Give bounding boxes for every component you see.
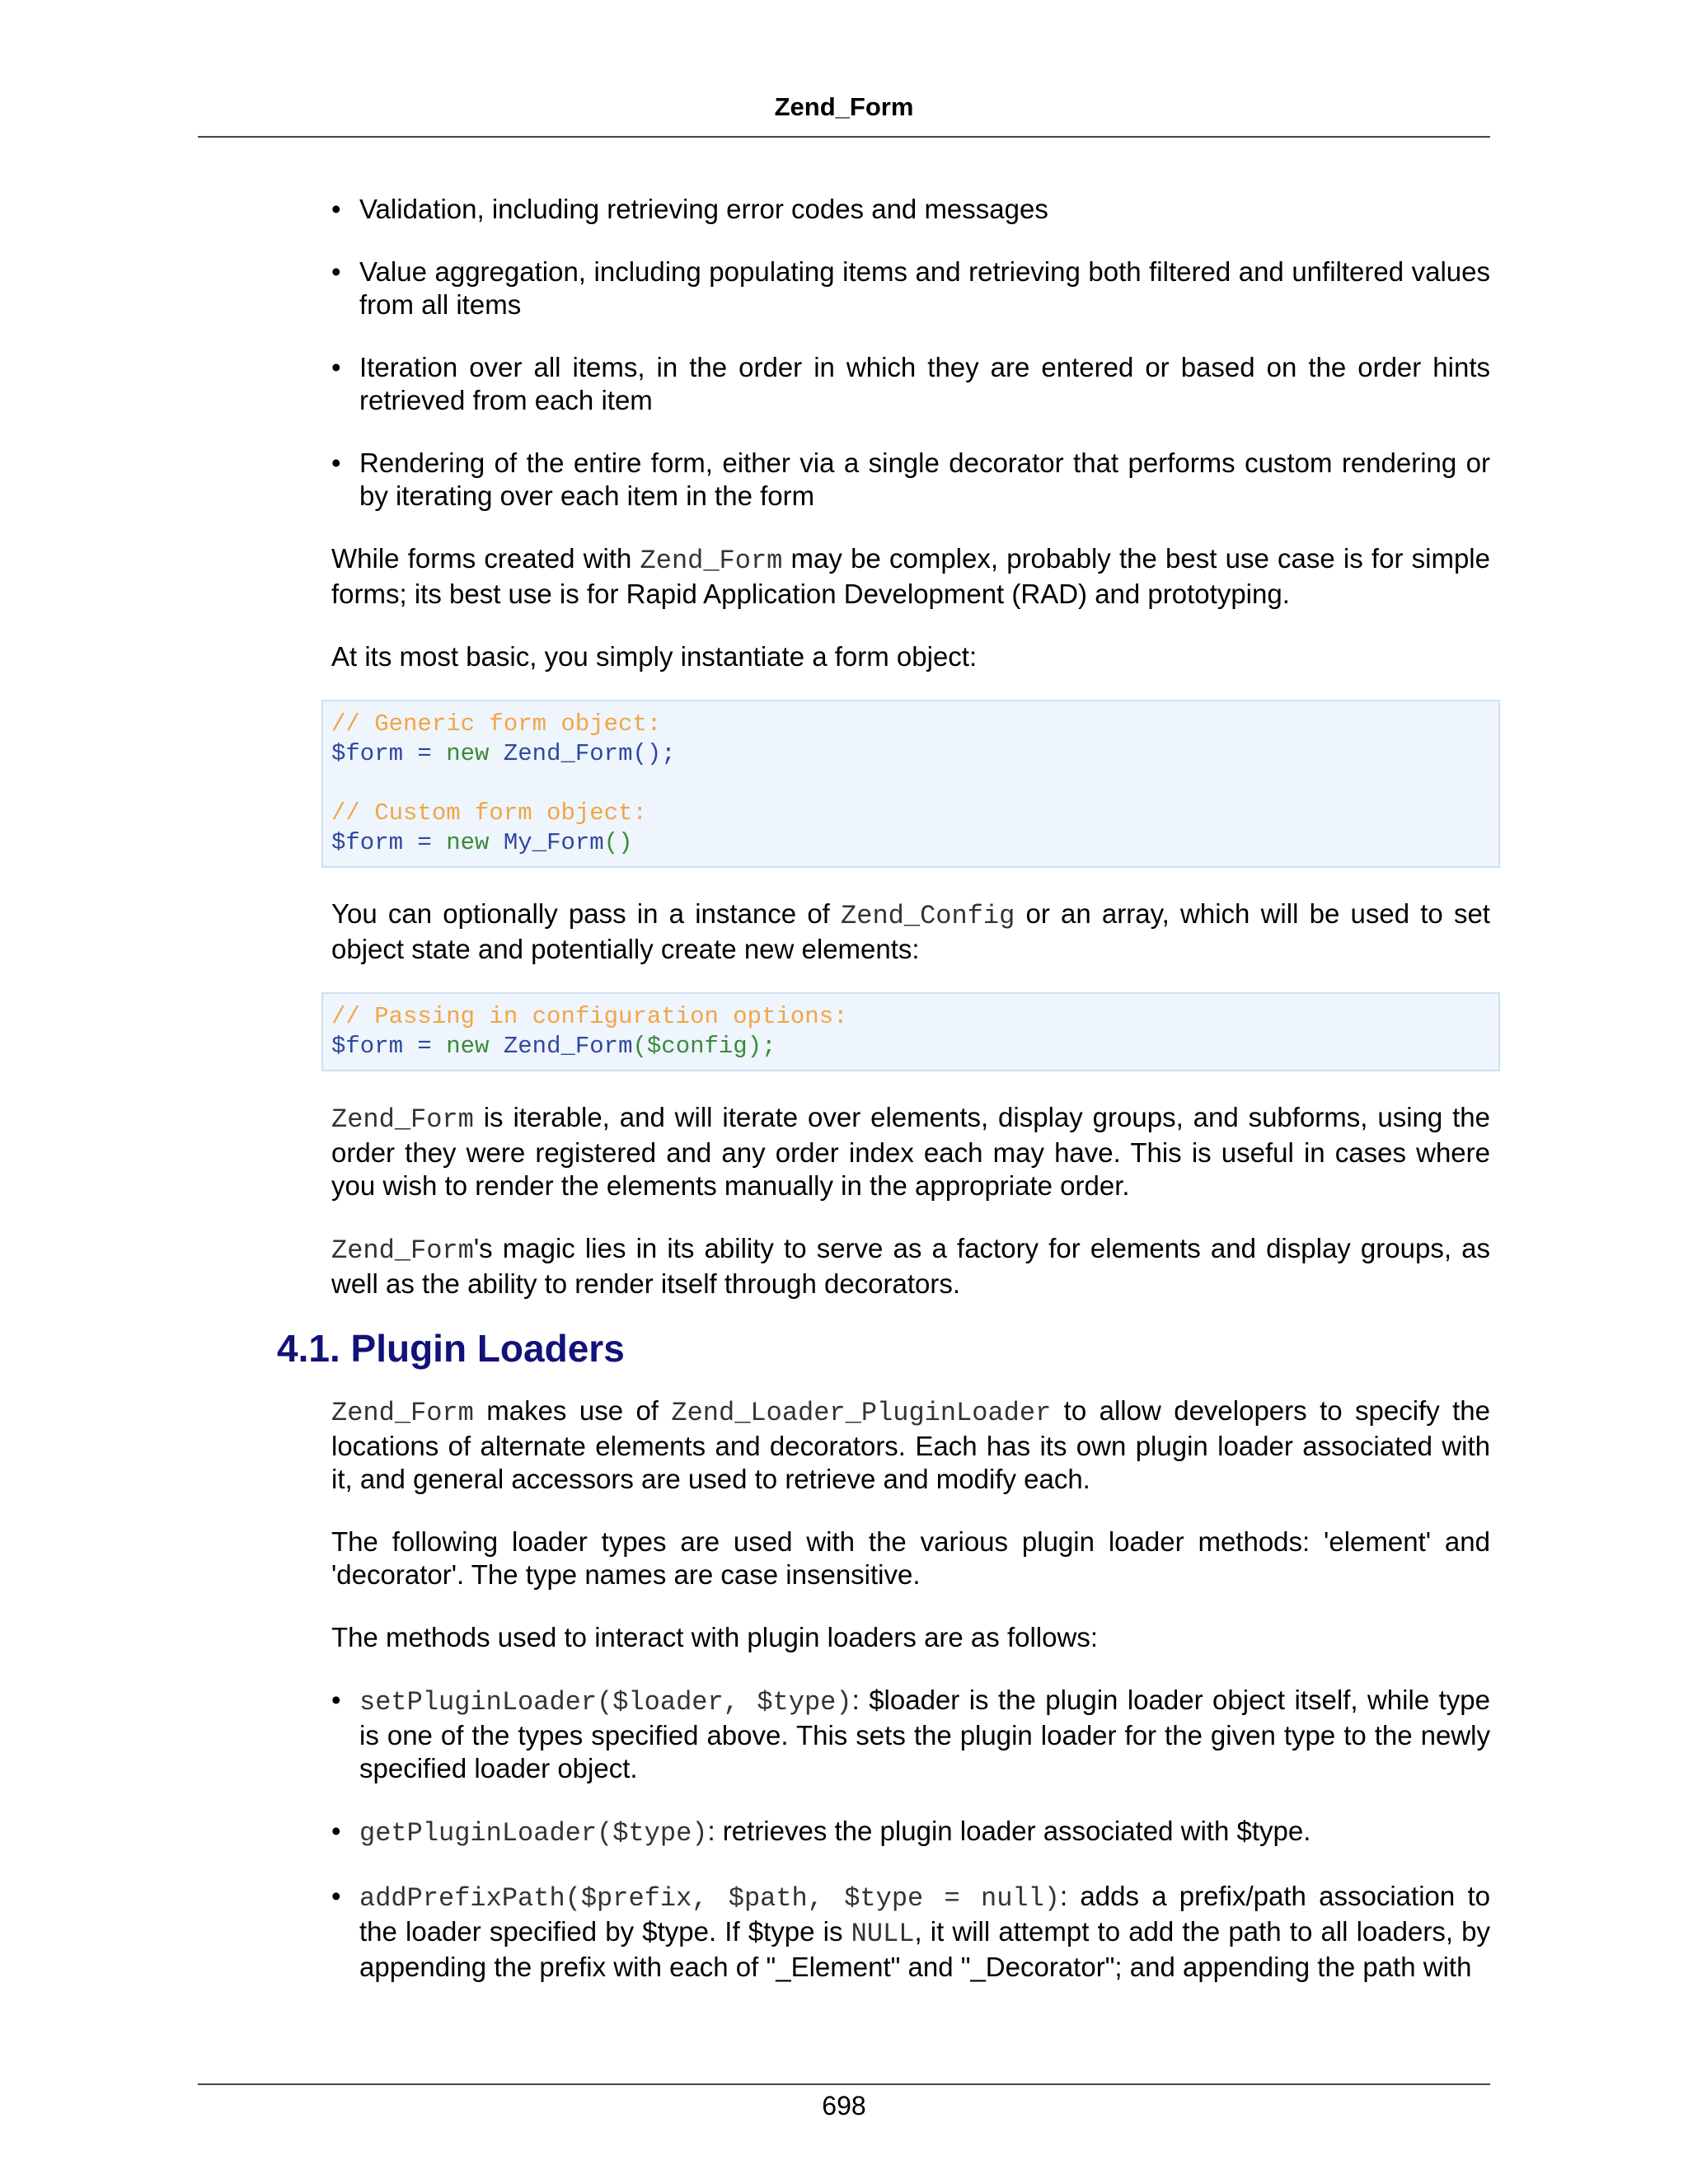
paragraph-methods-intro: The methods used to interact with plugin loaders are as follows:	[331, 1622, 1098, 1652]
footer-rule	[198, 2083, 1490, 2085]
paragraph-instantiate: At its most basic, you simply instantiate a form object:	[331, 641, 978, 672]
paragraph-loader-types: The following loader types are used with the various plugin loader methods: 'element' and 'decorator'. The type names are case insensitive.	[331, 1526, 1490, 1590]
paragraph-form-complexity: While forms created with Zend_Form may be complex, probably the best use case is for simple forms; its best use is for Rapid Application Development (RAD) and prototyping.	[331, 543, 1490, 609]
paragraph-iterable: Zend_Form is iterable, and will iterate over elements, display groups, and subforms, using the order they were registered and any order index each may have. This is useful in cases where you wish to render the elements manually in the appropriate order.	[331, 1102, 1490, 1201]
list-item: • addPrefixPath($prefix, $path, $type = null): adds a prefix/path association to the loader specified by $type. If $type is NULL, it will attempt to add the path to all loaders, by appending the prefix with each of "_Element" and "_Decorator"; and appending the path with	[331, 1881, 1490, 1982]
code-block-config: // Passing in configuration options: $form = new Zend_Form($config);	[321, 992, 1500, 1071]
paragraph-config: You can optionally pass in a instance of Zend_Config or an array, which will be used to set object state and potentially create new elements:	[331, 898, 1490, 964]
page-content	[277, 193, 1490, 1984]
methods-list	[331, 1684, 1490, 1984]
running-header: Zend_Form	[774, 92, 914, 121]
list-item: • setPluginLoader($loader, $type): $loader is the plugin loader object itself, while type is one of the types specified above. This sets the plugin loader for the given type to the newly specified loader object.	[331, 1685, 1490, 1783]
paragraph-magic: Zend_Form's magic lies in its ability to serve as a factory for elements and display groups, as well as the ability to render itself through decorators.	[331, 1233, 1490, 1299]
section-title: 4.1. Plugin Loaders	[277, 1327, 625, 1370]
list-item: • Iteration over all items, in the order in which they are entered or based on the order hints retrieved from each item	[331, 352, 1490, 415]
list-item: • Value aggregation, including populating items and retrieving both filtered and unfiltered values from all items	[331, 256, 1490, 320]
paragraph-plugin-loader: Zend_Form makes use of Zend_Loader_PluginLoader to allow developers to specify the locations of alternate elements and decorators. Each has its own plugin loader associated with it, and general accessors are used to retrieve and modify each.	[331, 1395, 1490, 1494]
list-item: • getPluginLoader($type): retrieves the plugin loader associated with $type.	[331, 1816, 1311, 1849]
feature-list	[331, 193, 1490, 513]
code-block-instantiate: // Generic form object: $form = new Zend_Form(); // Custom form object: $form = new My_Form()	[321, 700, 1500, 868]
page-number: 698	[822, 2091, 866, 2121]
header-rule	[198, 136, 1490, 138]
list-item: • Validation, including retrieving error codes and messages	[331, 194, 1048, 224]
list-item: • Rendering of the entire form, either via a single decorator that performs custom rendering or by iterating over each item in the form	[331, 448, 1490, 511]
